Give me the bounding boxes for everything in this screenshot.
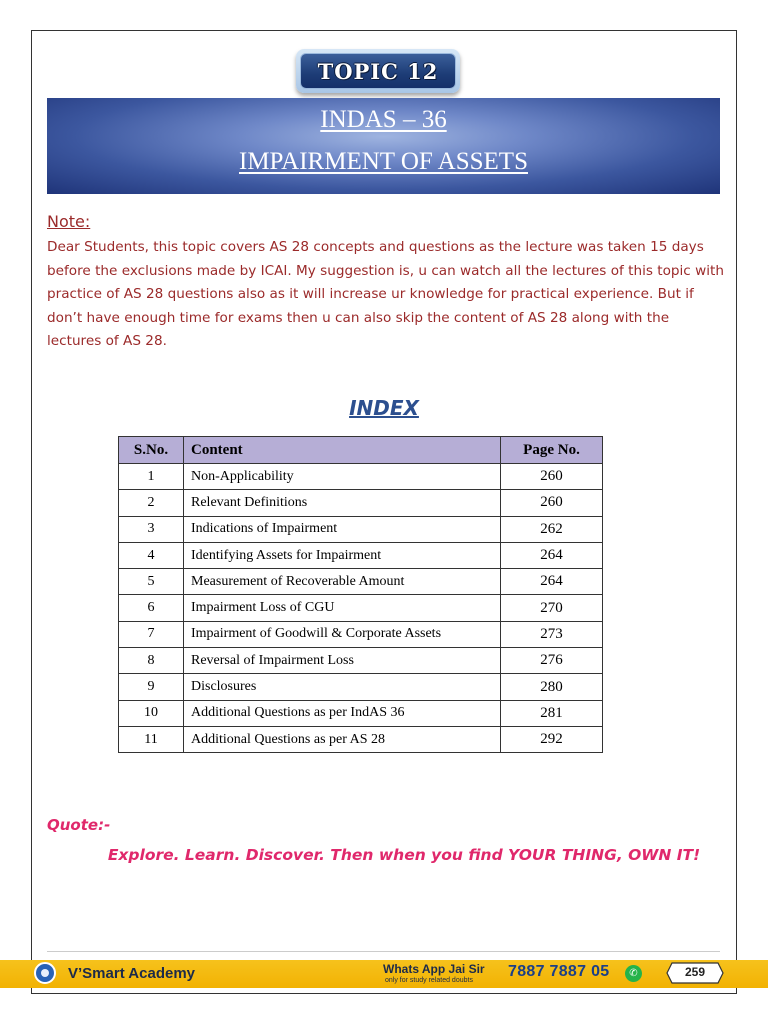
cell-content: Non-Applicability <box>184 464 501 490</box>
table-row <box>119 726 603 752</box>
phone-number: 7887 7887 05 <box>508 963 610 980</box>
cell-content: Reversal of Impairment Loss <box>184 648 501 674</box>
table-row <box>119 700 603 726</box>
topic-label: TOPIC 12 <box>317 58 439 84</box>
whatsapp-title: Whats App Jai Sir <box>383 962 485 976</box>
cell-content: Measurement of Recoverable Amount <box>184 569 501 595</box>
cell-sno: 1 <box>119 464 184 490</box>
cell-page: 273 <box>501 621 603 647</box>
academy-name: V’Smart Academy <box>68 965 196 982</box>
table-row <box>119 569 603 595</box>
cell-page: 260 <box>501 464 603 490</box>
table-row <box>119 516 603 542</box>
cell-sno: 11 <box>119 726 184 752</box>
cell-page: 260 <box>501 490 603 516</box>
cell-sno: 5 <box>119 569 184 595</box>
footer-divider <box>47 951 720 952</box>
cell-sno: 10 <box>119 700 184 726</box>
cell-content: Identifying Assets for Impairment <box>184 542 501 568</box>
cell-page: 292 <box>501 726 603 752</box>
table-row <box>119 542 603 568</box>
cell-sno: 6 <box>119 595 184 621</box>
index-table-body <box>119 464 603 753</box>
cell-content: Additional Questions as per AS 28 <box>184 726 501 752</box>
cell-sno: 3 <box>119 516 184 542</box>
cell-content: Indications of Impairment <box>184 516 501 542</box>
cell-page: 276 <box>501 648 603 674</box>
table-row <box>119 674 603 700</box>
quote-text: Explore. Learn. Discover. Then when you find YOUR THING, OWN IT! <box>107 846 701 864</box>
cell-content: Impairment of Goodwill & Corporate Assets <box>184 621 501 647</box>
whatsapp-subtitle: only for study related doubts <box>385 977 473 984</box>
cell-content: Relevant Definitions <box>184 490 501 516</box>
table-row <box>119 490 603 516</box>
note-label: Note: <box>47 212 91 231</box>
table-row <box>119 648 603 674</box>
cell-page: 270 <box>501 595 603 621</box>
index-heading: INDEX <box>349 396 419 420</box>
page-number: 259 <box>684 965 706 979</box>
cell-page: 262 <box>501 516 603 542</box>
cell-page: 264 <box>501 542 603 568</box>
cell-page: 264 <box>501 569 603 595</box>
cell-sno: 7 <box>119 621 184 647</box>
page-title: INDAS – 36 <box>320 106 447 133</box>
cell-content: Disclosures <box>184 674 501 700</box>
column-header-sno: S.No. <box>119 437 184 464</box>
note-body: Dear Students, this topic covers AS 28 concepts and questions as the lecture was taken 15 days before the exclusions made by ICAI. My suggestion is, u can watch all the lectures of this topic with practice of AS 28 questions also as it will increase ur knowledge for practical experience. But if don’t have enough time for exams then u can also skip the content of AS 28 along with the lectures of AS 28. <box>47 239 724 349</box>
column-header-page: Page No. <box>501 437 603 464</box>
whatsapp-icon: ✆ <box>625 965 642 982</box>
index-table <box>118 436 603 753</box>
column-header-content: Content <box>184 437 501 464</box>
table-row <box>119 464 603 490</box>
page-subtitle: IMPAIRMENT OF ASSETS <box>239 148 528 175</box>
cell-page: 281 <box>501 700 603 726</box>
table-row <box>119 595 603 621</box>
cell-content: Impairment Loss of CGU <box>184 595 501 621</box>
cell-sno: 2 <box>119 490 184 516</box>
topic-badge-inner <box>300 53 456 89</box>
academy-logo-icon <box>34 962 56 984</box>
cell-content: Additional Questions as per IndAS 36 <box>184 700 501 726</box>
cell-page: 280 <box>501 674 603 700</box>
table-row <box>119 621 603 647</box>
table-header-row <box>119 437 603 464</box>
cell-sno: 4 <box>119 542 184 568</box>
topic-badge <box>296 49 460 93</box>
cell-sno: 8 <box>119 648 184 674</box>
cell-sno: 9 <box>119 674 184 700</box>
quote-label: Quote:- <box>47 816 111 834</box>
